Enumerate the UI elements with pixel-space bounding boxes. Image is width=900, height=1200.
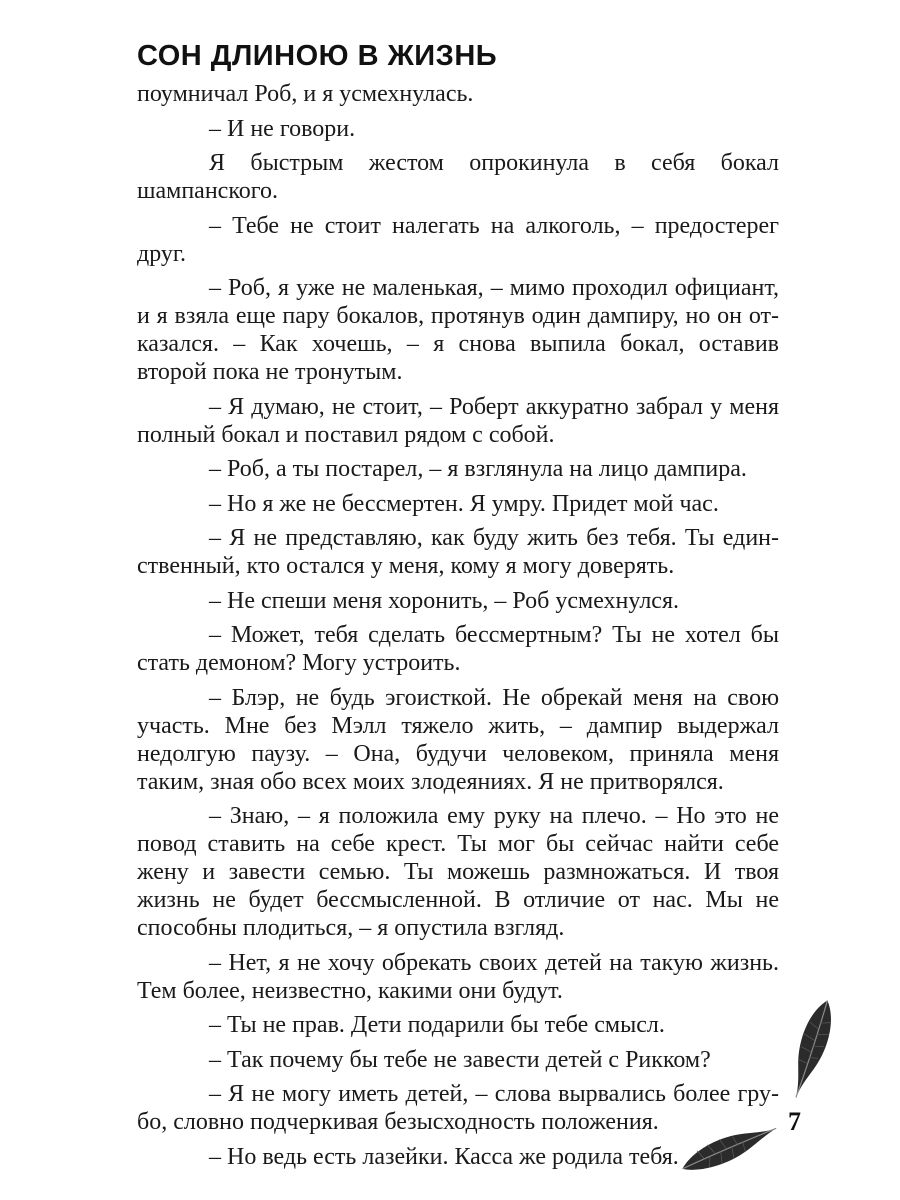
feather-icon <box>782 992 842 1104</box>
paragraph-10: – Не спеши меня хоронить, – Роб усмехнулся. <box>209 587 679 614</box>
page-title: СОН ДЛИНОЮ В ЖИЗНЬ <box>137 40 498 72</box>
paragraph-4: – Тебе не стоит налегать на алкоголь, – предостерег друг. <box>137 212 779 267</box>
paragraph-9: – Я не представляю, как буду жить без тебя. Ты единственный, кто остался у меня, кому я могу доверять. <box>137 525 779 579</box>
page-number: 7 <box>788 1107 801 1136</box>
paragraph-18: – Но ведь есть лазейки. Касса же родила тебя. <box>209 1143 679 1170</box>
paragraph-12: – Блэр, не будь эгоисткой. Не обрекай меня на свою участь. Мне без Мэлл тяжело жить, – дампир выдержал недолгую паузу. – Она, будучи человеком, приняла меня таким, зная обо всех моих злодеяниях. Я не притворялся. <box>137 684 779 795</box>
paragraph-14: – Нет, я не хочу обрекать своих детей на такую жизнь. Тем более, неизвестно, какими они будут. <box>137 949 779 1004</box>
text-block <box>137 80 779 1177</box>
paragraph-7: – Роб, а ты постарел, – я взглянула на лицо дампира. <box>209 456 747 482</box>
paragraph-13: – Знаю, – я положила ему руку на плечо. – Но это не повод ставить на себе крест. Ты мог бы сейчас найти себе жену и завести семью. Ты можешь размножаться. И твоя жизнь не будет бессмысленной. В отличие от нас. Мы не способны плодиться, – я опустила взгляд. <box>137 803 779 941</box>
paragraph-11: – Может, тебя сделать бессмертным? Ты не хотел бы стать демоном? Могу устроить. <box>137 622 779 676</box>
paragraph-15: – Ты не прав. Дети подарили бы тебе смысл. <box>209 1012 665 1038</box>
paragraph-8: – Но я же не бессмертен. Я умру. Придет мой час. <box>209 490 719 517</box>
paragraph-1: поумничал Роб, и я усмехнулась. <box>137 81 474 107</box>
feather-icon <box>672 1118 784 1178</box>
paragraph-16: – Так почему бы тебе не завести детей с Рикком? <box>209 1046 711 1073</box>
paragraph-6: – Я думаю, не стоит, – Роберт аккуратно забрал у меня полный бокал и поставил рядом с собой. <box>137 393 779 448</box>
paragraph-5: – Роб, я уже не маленькая, – мимо проходил официант, и я взяла еще пару бокалов, протянув один дампиру, но он отказался. – Как хочешь, – я снова выпила бокал, оставив второй пока не тронутым. <box>137 275 779 385</box>
paragraph-3: Я быстрым жестом опрокинула в себя бокал шампанского. <box>137 150 779 204</box>
paragraph-17: – Я не могу иметь детей, – слова вырвались более грубо, словно подчеркивая безысходность положения. <box>137 1081 779 1135</box>
paragraph-2: – И не говори. <box>209 115 356 142</box>
